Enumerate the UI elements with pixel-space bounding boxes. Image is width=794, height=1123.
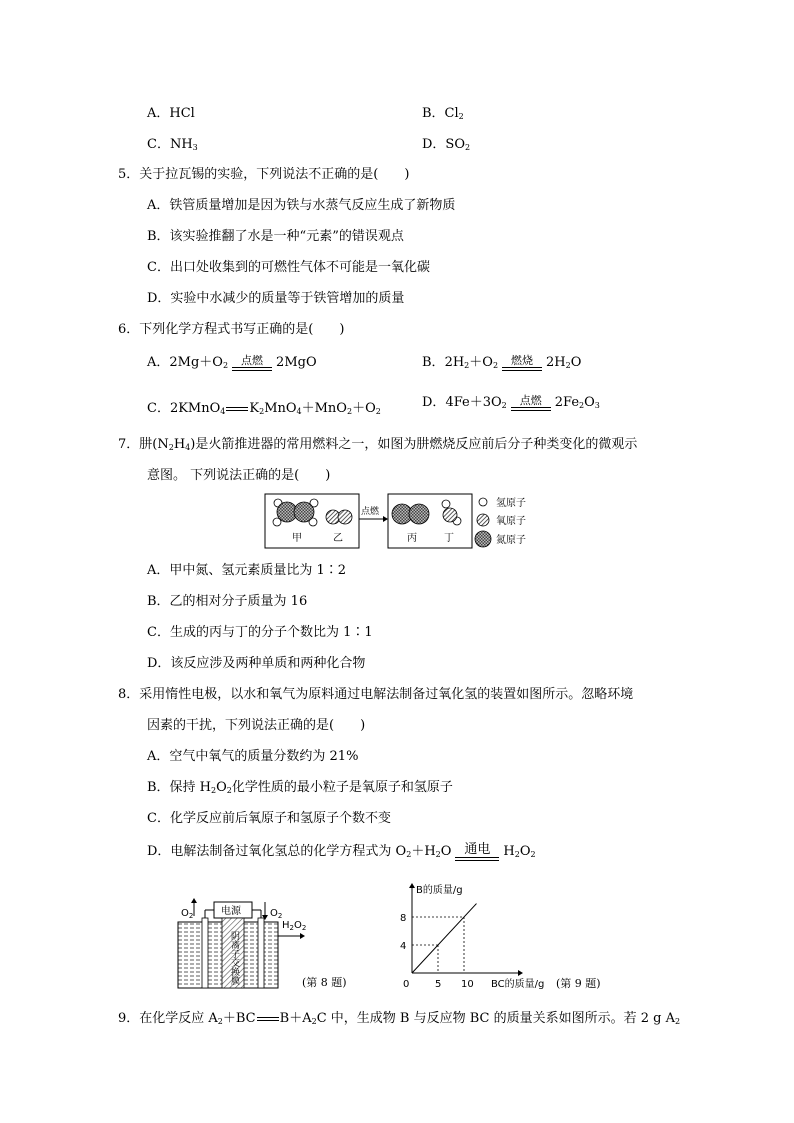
svg-text:H2O2: $H_2O_2$	[282, 920, 307, 932]
x-axis-label: BC的质量/g	[491, 979, 545, 990]
q7-option-c: C．生成的丙与丁的分子个数比为 1∶1	[147, 625, 373, 640]
q4-option-c: C．$NH_3$	[147, 137, 198, 152]
q7-option-b: B．乙的相对分子质量为 16	[147, 594, 308, 609]
q8-stem: 8．采用惰性电极，以水和氧气为原料通过电解法制备过氧化氢的装置如图所示。忽略环境	[118, 687, 634, 702]
q8-option-c: C．化学反应前后氧原子和氢原子个数不变	[147, 811, 391, 826]
y-axis-arrow	[409, 883, 415, 888]
x-tick-label: 10	[461, 979, 474, 990]
legend-hydrogen-icon	[479, 498, 487, 506]
reaction-micro-diagram	[262, 490, 542, 552]
series-line	[412, 904, 476, 973]
y-tick-label: 8	[400, 913, 407, 924]
legend-oxygen-icon	[477, 514, 489, 526]
q6-option-a: A．$2Mg+O_2$ 点燃 2MgO	[147, 353, 317, 370]
q7-option-d: D．该反应涉及两种单质和两种化合物	[147, 656, 366, 671]
q4-option-d: D．$SO_2$	[422, 137, 471, 152]
q5-stem: 5．关于拉瓦锡的实验，下列说法不正确的是( )	[118, 167, 410, 182]
svg-text:氧原子: 氧原子	[496, 516, 526, 527]
q6-option-d: D．$4Fe+3O_2$ 点燃 $2Fe_2O_3$	[422, 393, 600, 410]
q5-option-a: A．铁管质量增加是因为铁与水蒸气反应生成了新物质	[147, 198, 456, 213]
q9-stem: 9．在化学反应 $A_2+BC$ $B+A_2C$ 中，生成物 B 与反应物 BC 的质量关系如图所示。若 2 g $A_2$	[118, 1011, 681, 1026]
electrolysis-device-diagram	[172, 898, 362, 992]
q9-mass-chart	[390, 880, 620, 992]
label-bing: 丙	[407, 533, 417, 544]
q6-stem: 6．下列化学方程式书写正确的是( )	[118, 322, 345, 337]
svg-text:电源: 电源	[221, 906, 241, 917]
q8-option-a: A．空气中氧气的质量分数约为 21%	[147, 749, 359, 764]
svg-text:阴离子交换膜: 阴离子交换膜	[229, 931, 239, 985]
q8-option-d: D．电解法制备过氧化氢总的化学方程式为 $O_2+H_2O$ 通电 $H_2O_2$	[147, 842, 536, 859]
x-axis-arrow	[518, 970, 523, 976]
y-axis-label: B的质量/g	[416, 885, 463, 896]
q6-option-b: B．$2H_2+O_2$ 燃烧 $2H_2O$	[422, 353, 582, 370]
q7-option-a: A．甲中氮、氢元素质量比为 1∶2	[147, 563, 347, 578]
label-ding: 丁	[444, 533, 454, 544]
x-tick-label: 0	[403, 979, 410, 990]
arrow-ignite-label: 点燃	[361, 507, 380, 517]
q7-stem-line2: 意图。 下列说法正确的是( )	[147, 468, 331, 483]
svg-text:氢原子: 氢原子	[496, 498, 526, 509]
q8-caption: (第 8 题)	[302, 976, 347, 989]
svg-text:O2: $O_2$	[270, 908, 283, 920]
label-yi: 乙	[333, 533, 343, 544]
q4-option-a: A．HCl	[147, 106, 195, 121]
q9-caption: (第 9 题)	[556, 977, 601, 990]
x-tick-label: 5	[435, 979, 442, 990]
legend-nitrogen-icon	[475, 531, 491, 547]
q5-option-b: B．该实验推翻了水是一种“元素”的错误观点	[147, 229, 404, 244]
svg-text:O2: $O_2$	[181, 908, 194, 920]
q8-stem-line2: 因素的干扰，下列说法正确的是( )	[147, 718, 366, 733]
label-jia: 甲	[292, 533, 302, 544]
q5-option-d: D．实验中水减少的质量等于铁管增加的质量	[147, 291, 405, 306]
q4-option-b: B．$Cl_2$	[422, 106, 464, 121]
q5-option-c: C．出口处收集到的可燃性气体不可能是一氧化碳	[147, 260, 430, 275]
q7-stem: 7．肼$(N_2H_4)$是火箭推进器的常用燃料之一，如图为肼燃烧反应前后分子种类变化的微观示	[118, 437, 638, 452]
q6-option-c: C．2KMnO$_4$ $K_2MnO_4+MnO_2+O_2$	[147, 401, 381, 416]
q8-option-b: B．保持 $H_2O_2$化学性质的最小粒子是氧原子和氢原子	[147, 780, 453, 795]
svg-text:氮原子: 氮原子	[496, 535, 526, 546]
y-tick-label: 4	[400, 941, 407, 952]
